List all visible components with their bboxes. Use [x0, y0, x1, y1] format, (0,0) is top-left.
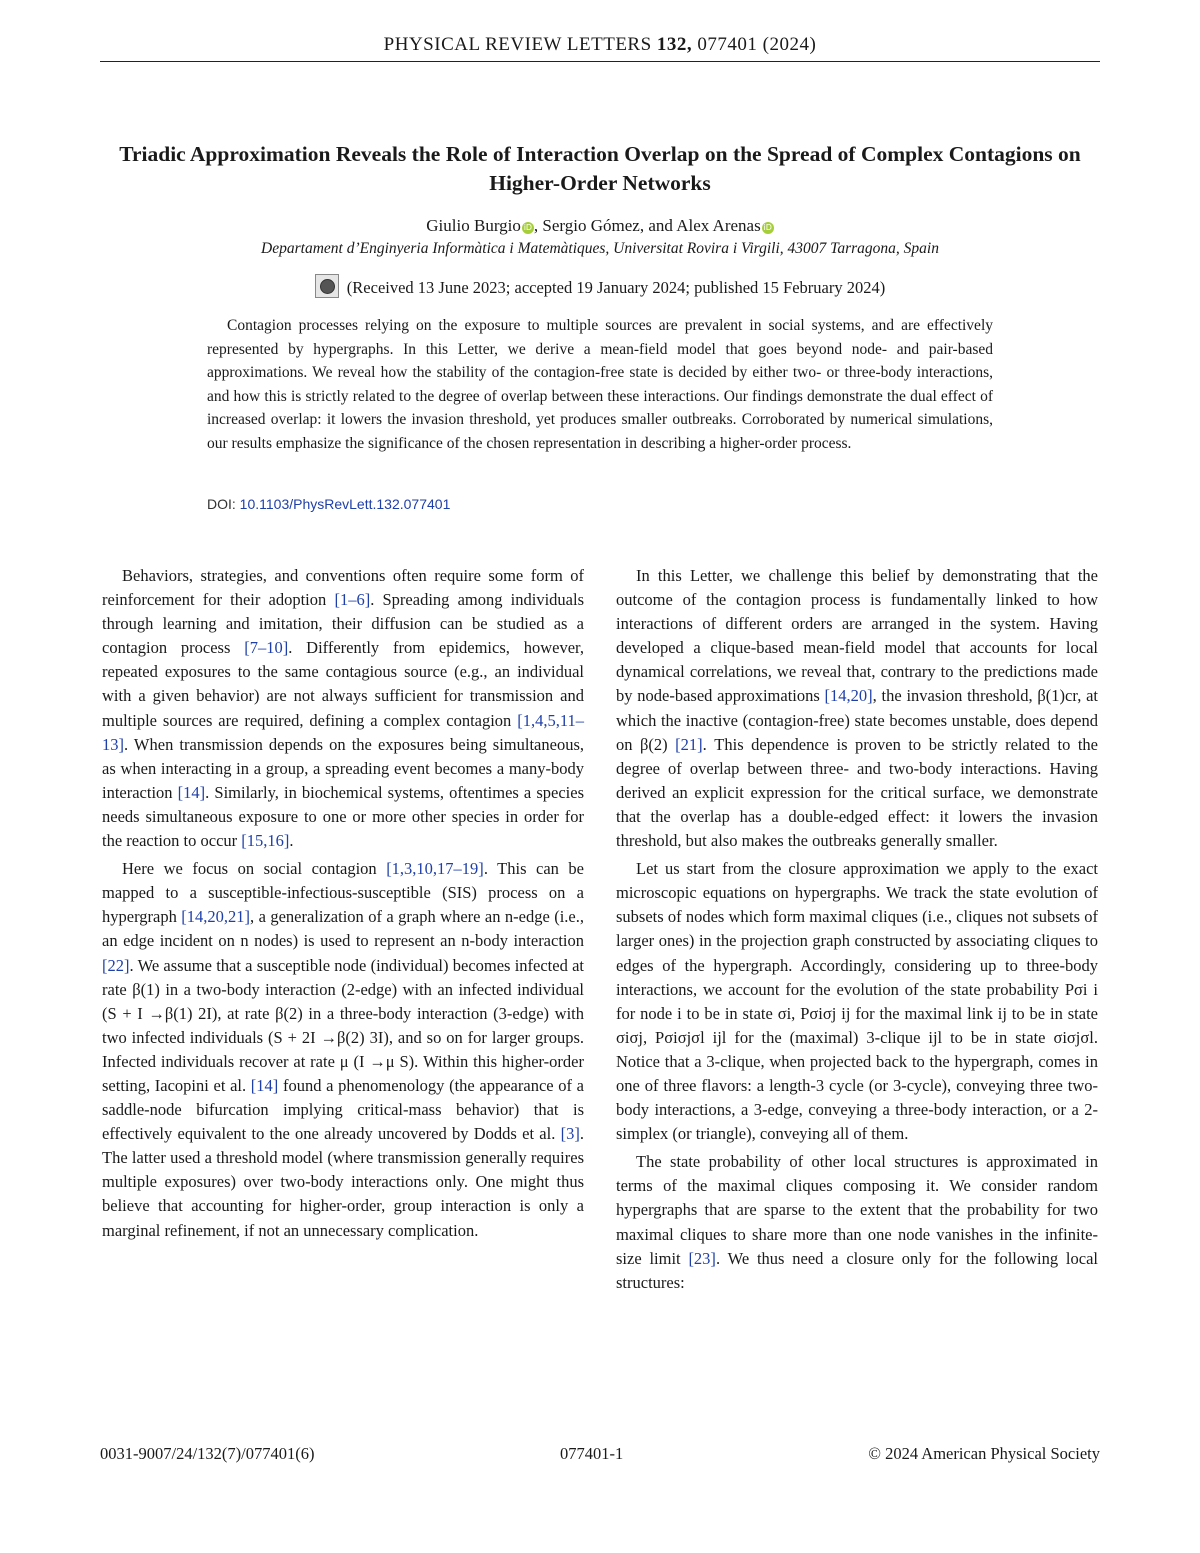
orcid-icon[interactable]: iD: [763, 223, 772, 232]
author-list: [100, 216, 1100, 236]
journal-header: [100, 34, 1100, 56]
crossmark-icon[interactable]: [315, 274, 339, 298]
abstract: Contagion processes relying on the exposure to multiple sources are prevalent in social systems, and are effectively represented by hypergraphs. In this Letter, we derive a mean-field model that goes beyond node- and pair-based approximations. We reveal how the stability of the contagion-free state is decided by either two- or three-body interactions, and how this is strictly related to the degree of overlap between these interactions. Our findings demonstrate the dual effect of increased overlap: it lowers the invasion threshold, yet produces smaller outbreaks. Corroborated by numerical simulations, our results emphasize the significance of the chosen representation in describing a higher-order process.: [207, 317, 993, 452]
citation-link[interactable]: [7–10]: [244, 638, 289, 658]
received-dates: [100, 274, 1100, 298]
received-text: (Received 13 June 2023; accepted 19 January 2024; published 15 February 2024): [346, 278, 886, 297]
body-paragraph: Here we focus on social contagion [1,3,10,17–19]. This can be mapped to a susceptible-infectious-susceptible (SIS) process on a hypergraph [14,20,21], a generalization of a graph where an n-edge (i.e., an edge incident on n nodes) is used to represent an n-body interaction [22]. We assume that a susceptible node (individual) becomes infected at rate β(1) in a two-body interaction (2-edge) with an infected individual (S + I →β(1) 2I), at rate β(2) in a three-body interaction (3-edge) with two infected individuals (S + 2I →β(2) 3I), and so on for larger groups. Infected individuals recover at rate μ (I →μ S). Within this higher-order setting, Iacopini et al. [14] found a phenomenology (the appearance of a saddle-node bifurcation implying critical-mass behavior) that is effectively equivalent to the one already uncovered by Dodds et al. [3]. The latter used a threshold model (where transmission generally requires multiple exposures) over two-body interactions only. One might thus believe that accounting for higher-order, group interaction is only a marginal refinement, if not an unnecessary complication.: [102, 859, 584, 1240]
citation-link[interactable]: [1–6]: [334, 590, 371, 610]
citation-link[interactable]: [1,3,10,17–19]: [386, 859, 484, 879]
citation-link[interactable]: [23]: [688, 1248, 716, 1268]
header-rule: [100, 61, 1100, 62]
doi-link[interactable]: 10.1103/PhysRevLett.132.077401: [239, 496, 451, 512]
body-paragraph: Behaviors, strategies, and conventions often require some form of reinforcement for their adoption [1–6]. Spreading among individuals through learning and imitation, their diffusion can be studied as a contagion process [7–10]. Differently from epidemics, however, repeated exposures to the same contagious source (e.g., an individual with a given behavior) are not always sufficient for transmission and multiple sources are required, defining a complex contagion [1,4,5,11–13]. When transmission depends on the exposures being simultaneous, as when interacting in a group, a spreading event becomes a many-body interaction [14]. Similarly, in biochemical systems, oftentimes a species needs simultaneous exposure to one or more other species in order for the reaction to occur [15,16].: [102, 566, 584, 851]
footer-page-number: 077401-1: [560, 1444, 624, 1463]
citation-link[interactable]: [22]: [102, 955, 130, 975]
doi-line: [207, 496, 450, 512]
citation-link[interactable]: [14,20]: [824, 686, 873, 706]
citation-link[interactable]: [1,4,5,11–13]: [102, 710, 584, 754]
author-arenas[interactable]: Alex Arenas: [676, 216, 761, 235]
citation-link[interactable]: [14,20,21]: [181, 907, 251, 927]
footer-issn: 0031-9007/24/132(7)/077401(6): [100, 1444, 315, 1463]
affiliation: Departament d’Enginyeria Informàtica i Matemàtiques, Universitat Rovira i Virgili, 43007 Tarragona, Spain: [261, 240, 939, 257]
citation-link[interactable]: [15,16]: [241, 831, 290, 851]
journal-name: PHYSICAL REVIEW LETTERS: [383, 34, 652, 55]
body-paragraph: In this Letter, we challenge this belief by demonstrating that the outcome of the contagion process is fundamentally linked to how interactions of different orders are arranged in the system. Having developed a clique-based mean-field model that accounts for local dynamical correlations, we reveal that, contrary to the predictions made by node-based approximations [14,20], the invasion threshold, β(1)cr, at which the inactive (contagion-free) state becomes unstable, does depend on β(2) [21]. This dependence is proven to be strictly related to the degree of overlap between three- and two-body interactions. Having derived an explicit expression for the critical surface, we demonstrate that the overlap has a double-edged effect: it lowers the invasion threshold, but also makes the outbreaks generally smaller.: [616, 566, 1098, 851]
footer-copyright: © 2024 American Physical Society: [868, 1444, 1100, 1463]
article-title: Triadic Approximation Reveals the Role of Interaction Overlap on the Spread of Complex Contagions on Higher-Order Networks: [119, 142, 1081, 195]
citation-link[interactable]: [14]: [177, 782, 206, 802]
right-column: [616, 564, 1098, 1295]
article-number: 077401 (2024): [697, 34, 817, 55]
journal-volume: 132,: [656, 34, 693, 55]
body-paragraph: Let us start from the closure approximation we apply to the exact microscopic equations on hypergraphs. We track the state evolution of subsets of nodes which form maximal cliques (i.e., cliques not subsets of larger ones) in the projection graph constructed by associating cliques to edges of the hypergraph. Accordingly, considering up to three-body interactions, we account for the evolution of the state probability Pσi i for node i to be in state σi, Pσiσj ij for the maximal link ij to be in state σiσj, Pσiσjσl ijl for the (maximal) 3-clique ijl to be in state σiσjσl. Notice that a 3-clique, when projected back to the hypergraph, comes in one of three flavors: a length-3 cycle (or 3-cycle), conveying three two-body interactions, a 3-edge, conveying a three-body interaction, or a 2-simplex (or triangle), conveying all of them.: [616, 859, 1098, 1144]
left-column: [102, 564, 584, 1243]
citation-link[interactable]: [3]: [560, 1124, 580, 1144]
body-paragraph: The state probability of other local structures is approximated in terms of the maximal cliques composing it. We consider random hypergraphs that are sparse to the extent that the probability for two maximal cliques to share more than one node vanishes in the infinite-size limit [23]. We thus need a closure only for the following local structures:: [616, 1152, 1098, 1292]
orcid-icon[interactable]: iD: [523, 223, 533, 232]
citation-link[interactable]: [14]: [250, 1075, 279, 1095]
citation-link[interactable]: [21]: [675, 734, 703, 754]
author-burgio[interactable]: Giulio Burgio: [426, 216, 521, 235]
doi-label: DOI:: [207, 496, 236, 512]
author-separator: , Sergio Gómez, and: [533, 216, 677, 235]
